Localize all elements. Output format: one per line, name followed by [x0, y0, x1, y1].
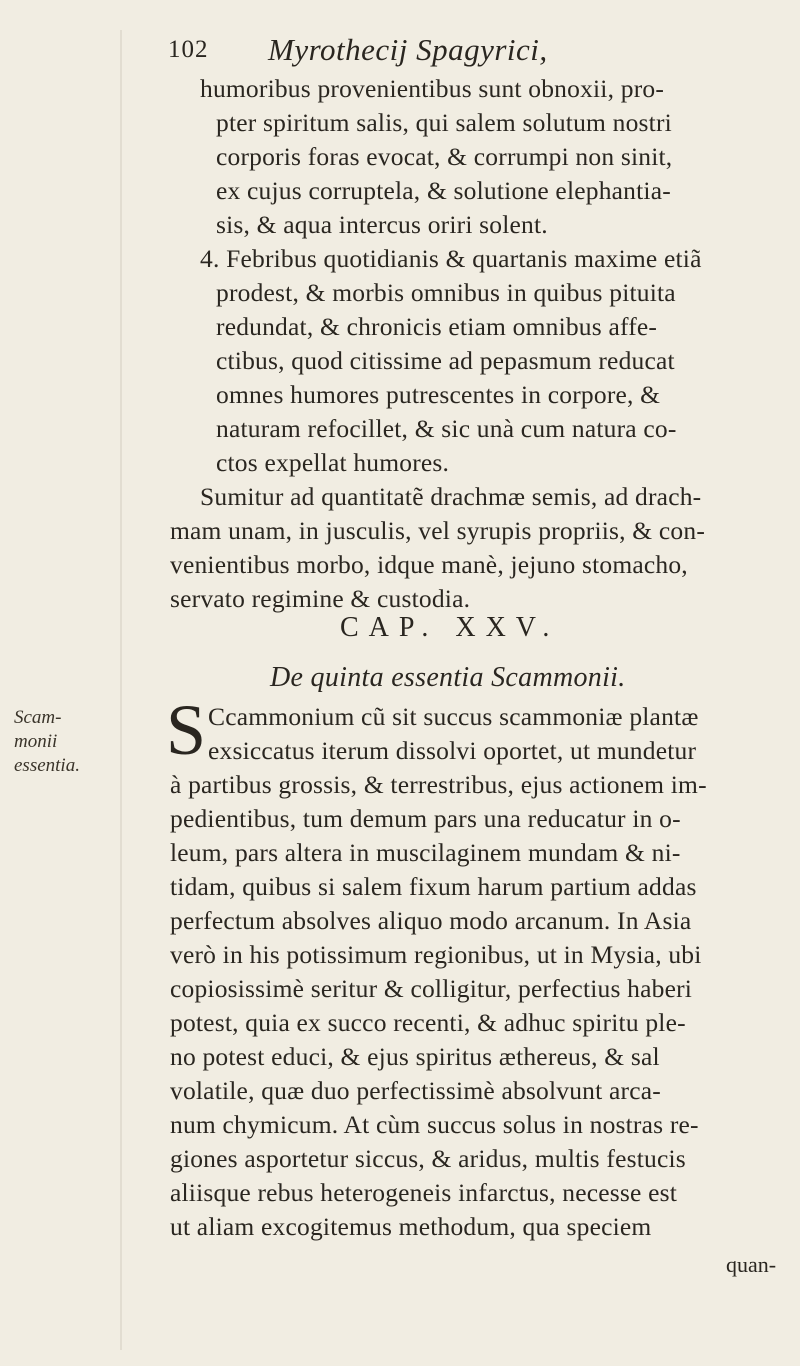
- page-number: 102: [168, 36, 209, 63]
- text-line: mam unam, in jusculis, vel syrupis propriis, & con-: [170, 516, 706, 545]
- text-line: tidam, quibus si salem fixum harum partium addas: [170, 872, 697, 901]
- text-line: Ccammonium cũ sit succus scammoniæ plantæ: [208, 702, 699, 731]
- text-line: aliisque rebus heterogeneis infarctus, necesse est: [170, 1178, 678, 1207]
- text-line: perfectum absolves aliquo modo arcanum. In Asia: [170, 906, 692, 935]
- marginal-note: [14, 706, 80, 778]
- text-line: humoribus provenientibus sunt obnoxii, pro-: [200, 74, 665, 103]
- text-line: servato regimine & custodia.: [170, 584, 471, 613]
- page-gutter-shadow: [120, 30, 122, 1350]
- running-title: Myrothecij Spagyrici,: [268, 32, 548, 67]
- text-line: 4. Febribus quotidianis & quartanis maxime etiã: [200, 244, 702, 273]
- text-line: à partibus grossis, & terrestribus, ejus actionem im-: [170, 770, 707, 799]
- marginal-note-line: Scam-: [14, 707, 62, 728]
- marginal-note-line: monii: [14, 731, 58, 752]
- text-line: ctibus, quod citissime ad pepasmum reducat: [216, 346, 675, 375]
- text-line: ut aliam excogitemus methodum, qua speciem: [170, 1212, 652, 1241]
- text-line: sis, & aqua intercus oriri solent.: [216, 210, 548, 239]
- text-line: copiosissimè seritur & colligitur, perfectius haberi: [170, 974, 693, 1003]
- text-line: naturam refocillet, & sic unà cum natura co-: [216, 414, 677, 443]
- text-line: leum, pars altera in muscilaginem mundam & ni-: [170, 838, 681, 867]
- text-line: ctos expellat humores.: [216, 448, 450, 477]
- text-line: potest, quia ex succo recenti, & adhuc spiritu ple-: [170, 1008, 686, 1037]
- text-line: prodest, & morbis omnibus in quibus pituita: [216, 278, 676, 307]
- text-line: venientibus morbo, idque manè, jejuno stomacho,: [170, 550, 688, 579]
- drop-cap: S: [166, 690, 207, 770]
- page-header: [168, 32, 788, 72]
- text-line: Sumitur ad quantitatẽ drachmæ semis, ad drach-: [200, 482, 702, 511]
- text-line: giones asportetur siccus, & aridus, multis festucis: [170, 1144, 686, 1173]
- catchword: quan-: [726, 1252, 777, 1277]
- text-line: no potest educi, & ejus spiritus æthereus, & sal: [170, 1042, 660, 1071]
- text-line: volatile, quæ duo perfectissimè absolvunt arca-: [170, 1076, 661, 1105]
- chapter-heading: CAP. XXV.: [340, 612, 560, 643]
- text-line: ex cujus corruptela, & solutione elephantia-: [216, 176, 671, 205]
- text-line: corporis foras evocat, & corrumpi non sinit,: [216, 142, 673, 171]
- marginal-note-line: essentia.: [14, 755, 80, 776]
- text-line: pedientibus, tum demum pars una reducatur in o-: [170, 804, 681, 833]
- text-line: redundat, & chronicis etiam omnibus affe-: [216, 312, 658, 341]
- text-line: verò in his potissimum regionibus, ut in Mysia, ubi: [170, 940, 702, 969]
- text-line: num chymicum. At cùm succus solus in nostras re-: [170, 1110, 699, 1139]
- text-line: exsiccatus iterum dissolvi oportet, ut mundetur: [208, 736, 697, 765]
- text-line: omnes humores putrescentes in corpore, &: [216, 380, 661, 409]
- chapter-title: De quinta essentia Scammonii.: [270, 662, 626, 693]
- text-line: pter spiritum salis, qui salem solutum nostri: [216, 108, 672, 137]
